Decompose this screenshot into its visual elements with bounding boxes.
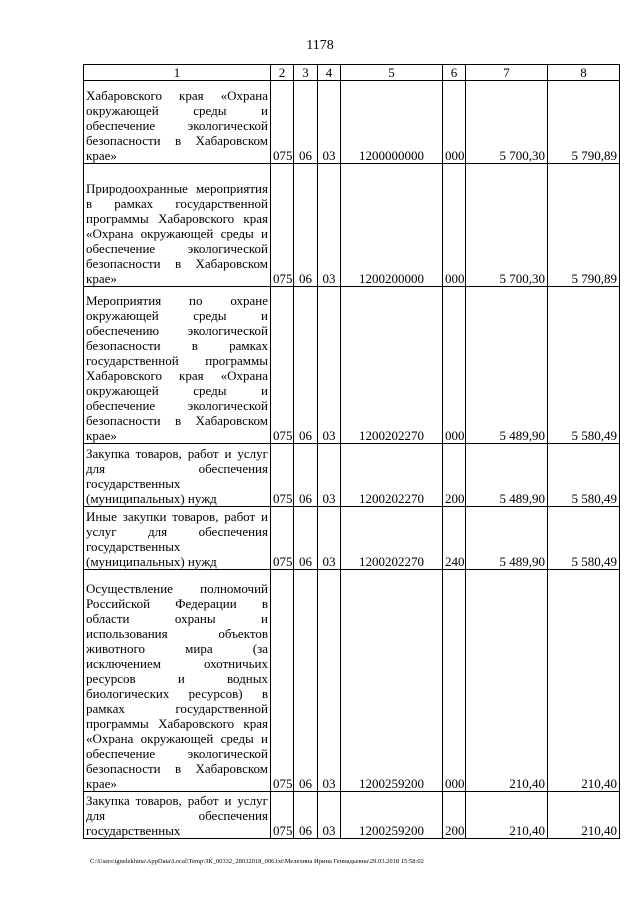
row-sum-1: 210,40 <box>466 792 548 839</box>
row-name: Хабаровского края «Охрана окружающей среды и обеспечение экологической безопасности в Хабаровском крае» <box>84 81 271 164</box>
row-expense-type: 000 <box>443 570 466 792</box>
row-name: Закупка товаров, работ и услуг для обеспечения государственных (муниципальных) нужд <box>84 444 271 507</box>
row-expense-type: 240 <box>443 507 466 570</box>
file-path-footer: C:\Users\ignelekhina\AppData\Local\Temp\ЗК_00332_28032018_006.txt\Мелехина Ирина Геннадьевна\29.03.2018 15:58:02 <box>90 858 424 865</box>
row-section: 06 <box>294 164 318 287</box>
column-header: 4 <box>318 65 341 81</box>
table-row <box>84 507 620 570</box>
row-name: Мероприятия по охране окружающей среды и обеспечению экологической безопасности в рамках государственной программы Хабаровского края «Охрана окружающей среды и обеспечение экологической безопасности в Хабаровском крае» <box>84 287 271 444</box>
row-grbs: 075 <box>271 507 294 570</box>
row-target-code: 1200259200 <box>341 792 443 839</box>
row-section: 06 <box>294 507 318 570</box>
row-target-code: 1200202270 <box>341 287 443 444</box>
row-expense-type: 200 <box>443 792 466 839</box>
row-target-code: 1200202270 <box>341 444 443 507</box>
row-sum-1: 5 700,30 <box>466 164 548 287</box>
row-sum-1: 210,40 <box>466 570 548 792</box>
column-header: 2 <box>271 65 294 81</box>
row-sum-1: 5 489,90 <box>466 287 548 444</box>
column-header: 5 <box>341 65 443 81</box>
row-grbs: 075 <box>271 792 294 839</box>
row-target-code: 1200259200 <box>341 570 443 792</box>
column-header: 7 <box>466 65 548 81</box>
column-header: 6 <box>443 65 466 81</box>
row-grbs: 075 <box>271 444 294 507</box>
row-grbs: 075 <box>271 164 294 287</box>
row-subsection: 03 <box>318 287 341 444</box>
table-row <box>84 570 620 792</box>
row-target-code: 1200200000 <box>341 164 443 287</box>
row-section: 06 <box>294 81 318 164</box>
column-header: 8 <box>548 65 620 81</box>
budget-table <box>83 64 620 839</box>
row-target-code: 1200000000 <box>341 81 443 164</box>
row-grbs: 075 <box>271 81 294 164</box>
row-expense-type: 000 <box>443 287 466 444</box>
column-header: 3 <box>294 65 318 81</box>
row-name: Осуществление полномочий Российской Федерации в области охраны и использования объектов животного мира (за исключением охотничьих ресурсов и водных биологических ресурсов) в рамках государственной программы Хабаровского края «Охрана окружающей среды и обеспечение экологической безопасности в Хабаровском крае» <box>84 570 271 792</box>
row-subsection: 03 <box>318 164 341 287</box>
row-section: 06 <box>294 570 318 792</box>
row-name: Закупка товаров, работ и услуг для обеспечения государственных <box>84 792 271 839</box>
row-name: Иные закупки товаров, работ и услуг для обеспечения государственных (муниципальных) нужд <box>84 507 271 570</box>
row-sum-2: 5 580,49 <box>548 287 620 444</box>
row-expense-type: 200 <box>443 444 466 507</box>
row-grbs: 075 <box>271 570 294 792</box>
row-subsection: 03 <box>318 444 341 507</box>
table-row <box>84 792 620 839</box>
row-section: 06 <box>294 444 318 507</box>
column-header: 1 <box>84 65 271 81</box>
row-sum-1: 5 489,90 <box>466 444 548 507</box>
row-sum-2: 5 580,49 <box>548 507 620 570</box>
row-sum-2: 5 790,89 <box>548 164 620 287</box>
row-subsection: 03 <box>318 792 341 839</box>
row-name: Природоохранные мероприятия в рамках государственной программы Хабаровского края «Охрана окружающей среды и обеспечение экологической безопасности в Хабаровском крае» <box>84 164 271 287</box>
row-sum-1: 5 700,30 <box>466 81 548 164</box>
row-sum-1: 5 489,90 <box>466 507 548 570</box>
row-sum-2: 5 580,49 <box>548 444 620 507</box>
table-header-row <box>84 65 620 81</box>
row-expense-type: 000 <box>443 164 466 287</box>
row-section: 06 <box>294 792 318 839</box>
row-subsection: 03 <box>318 507 341 570</box>
row-subsection: 03 <box>318 81 341 164</box>
row-subsection: 03 <box>318 570 341 792</box>
table-row <box>84 81 620 164</box>
table-row <box>84 287 620 444</box>
row-section: 06 <box>294 287 318 444</box>
row-grbs: 075 <box>271 287 294 444</box>
row-sum-2: 210,40 <box>548 792 620 839</box>
table-row <box>84 444 620 507</box>
row-target-code: 1200202270 <box>341 507 443 570</box>
page-number: 1178 <box>306 38 334 53</box>
row-sum-2: 210,40 <box>548 570 620 792</box>
row-sum-2: 5 790,89 <box>548 81 620 164</box>
table-row <box>84 164 620 287</box>
row-expense-type: 000 <box>443 81 466 164</box>
